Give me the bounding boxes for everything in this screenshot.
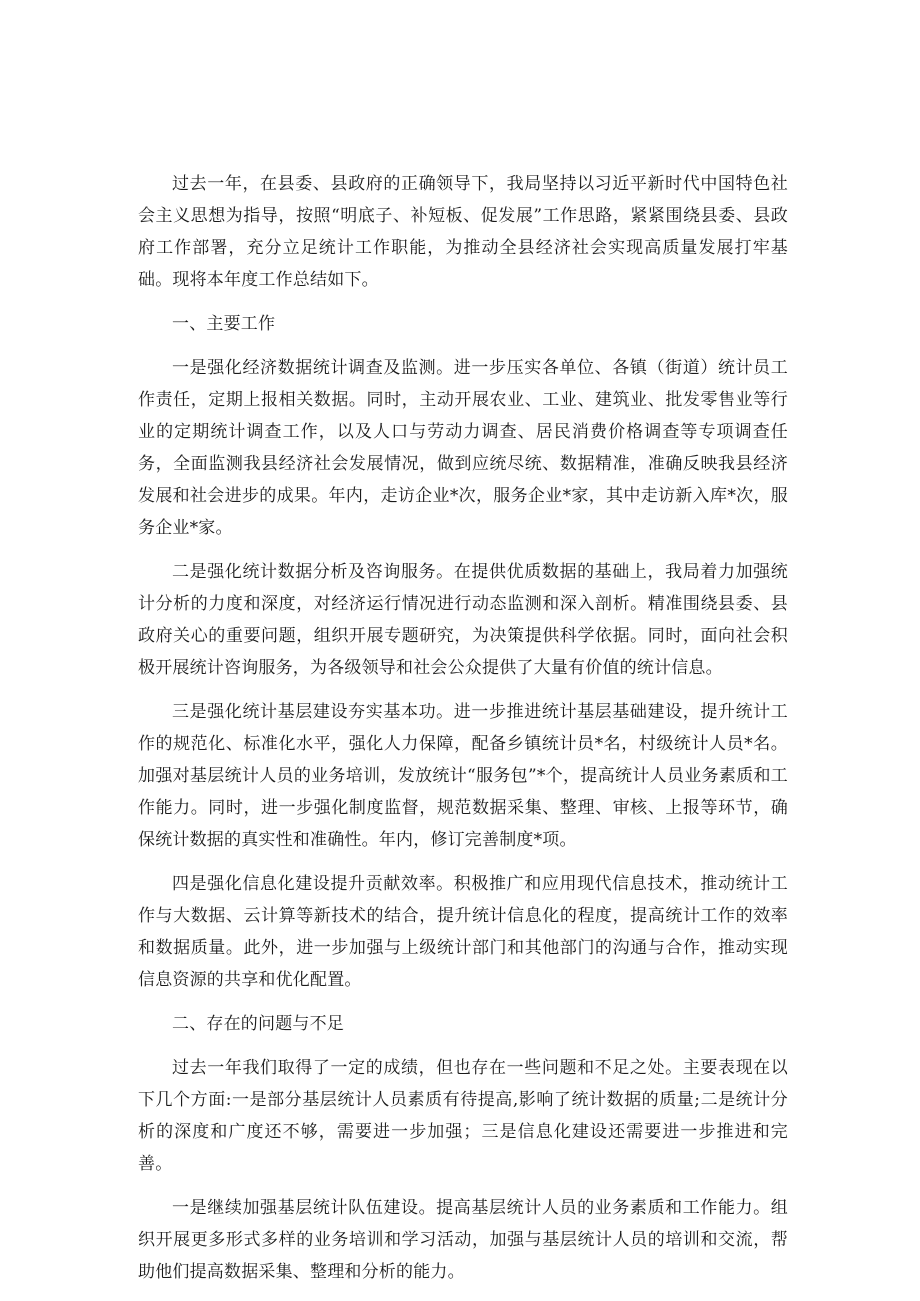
section-heading-problems: 二、存在的问题与不足 [172, 1014, 344, 1034]
intro-paragraph: 过去一年，在县委、县政府的正确领导下，我局坚持以习近平新时代中国特色社会主义思想为指导，按照“明底子、补短板、促发展”工作思路，紧紧围绕县委、县政府工作部署，充分立足统计工作职能，为推动全县经济社会实现高质量发展打牢基础。现将本年度工作总结如下。 [138, 174, 788, 290]
document-body [138, 168, 788, 1300]
work-item-paragraph: 二是强化统计数据分析及咨询服务。在提供优质数据的基础上，我局着力加强统计分析的力度和深度，对经济运行情况进行动态监测和深入剖析。精准围绕县委、县政府关心的重要问题，组织开展专题研究，为决策提供科学依据。同时，面向社会积极开展统计咨询服务，为各级领导和社会公众提供了大量有价值的统计信息。 [138, 562, 788, 678]
work-item-paragraph: 一是强化经济数据统计调查及监测。进一步压实各单位、各镇（街道）统计员工作责任，定期上报相关数据。同时，主动开展农业、工业、建筑业、批发零售业等行业的定期统计调查工作，以及人口与劳动力调查、居民消费价格调查等专项调查任务，全面监测我县经济社会发展情况，做到应统尽统、数据精准，准确反映我县经济发展和社会进步的成果。年内，走访企业*次，服务企业*家，其中走访新入库*次，服务企业*家。 [138, 358, 788, 538]
problems-paragraph: 过去一年我们取得了一定的成绩，但也存在一些问题和不足之处。主要表现在以下几个方面:一是部分基层统计人员素质有待提高,影响了统计数据的质量;二是统计分析的深度和广度还不够，需要进一步加强；三是信息化建设还需要进一步推进和完善。 [138, 1058, 788, 1174]
work-item-paragraph: 三是强化统计基层建设夯实基本功。进一步推进统计基层基础建设，提升统计工作的规范化、标准化水平，强化人力保障，配备乡镇统计员*名，村级统计人员*名。加强对基层统计人员的业务培训，发放统计“服务包”*个，提高统计人员业务素质和工作能力。同时，进一步强化制度监督，规范数据采集、整理、审核、上报等环节，确保统计数据的真实性和准确性。年内，修订完善制度*项。 [138, 702, 788, 850]
work-item-paragraph: 四是强化信息化建设提升贡献效率。积极推广和应用现代信息技术，推动统计工作与大数据、云计算等新技术的结合，提升统计信息化的程度，提高统计工作的效率和数据质量。此外，进一步加强与上级统计部门和其他部门的沟通与合作，推动实现信息资源的共享和优化配置。 [138, 874, 788, 990]
section-heading-main-work: 一、主要工作 [172, 314, 276, 334]
improvement-item-paragraph: 一是继续加强基层统计队伍建设。提高基层统计人员的业务素质和工作能力。组织开展更多形式多样的业务培训和学习活动，加强与基层统计人员的培训和交流，帮助他们提高数据采集、整理和分析的能力。 [138, 1198, 788, 1282]
